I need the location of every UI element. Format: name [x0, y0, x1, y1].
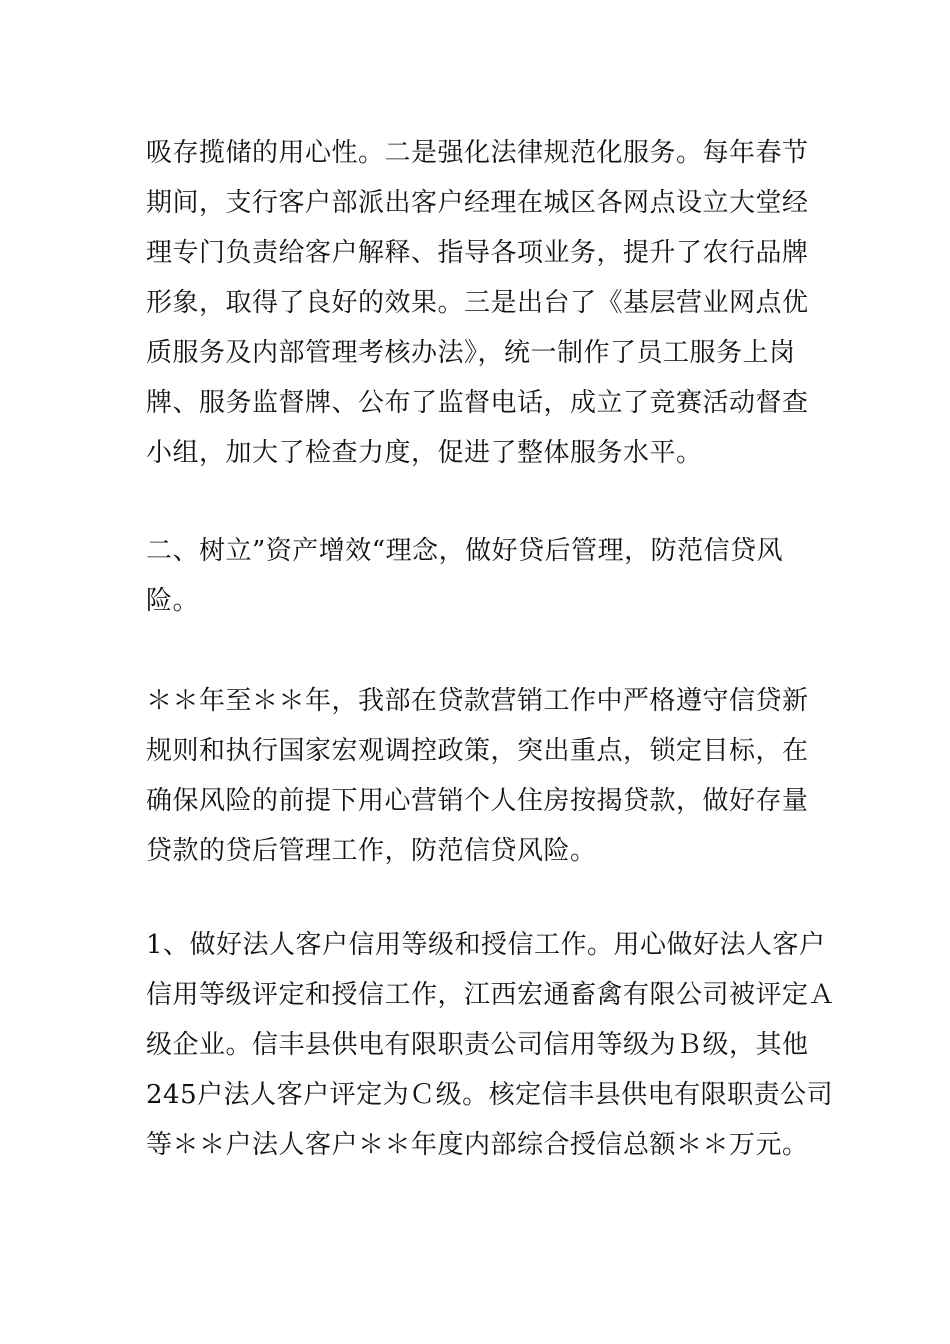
- text-line: 245户法人客户评定为Ｃ级。核定信丰县供电有限职责公司: [146, 1080, 834, 1110]
- text-line: 等＊＊户法人客户＊＊年度内部综合授信总额＊＊万元。: [146, 1130, 809, 1160]
- text-line: 期间，支行客户部派出客户经理在城区各网点设立大堂经: [146, 188, 809, 218]
- heading-line: 险。: [146, 586, 200, 616]
- heading-line: 二、树立”资产增效“理念，做好贷后管理，防范信贷风: [146, 536, 784, 566]
- paragraph-credit-rating: [146, 920, 836, 1170]
- paragraph-loan-marketing: [146, 676, 809, 876]
- text-line: 质服务及内部管理考核办法》，统一制作了员工服务上岗: [146, 338, 796, 368]
- text-line: ＊＊年至＊＊年，我部在贷款营销工作中严格遵守信贷新: [146, 686, 809, 716]
- text-line: 理专门负责给客户解释、指导各项业务，提升了农行品牌: [146, 238, 809, 268]
- text-line: 牌、服务监督牌、公布了监督电话，成立了竞赛活动督查: [146, 388, 809, 418]
- text-line: 形象，取得了良好的效果。三是出台了《基层营业网点优: [146, 288, 809, 318]
- paragraph-service-quality: [146, 128, 809, 478]
- text-line: 级企业。信丰县供电有限职责公司信用等级为Ｂ级，其他: [146, 1030, 809, 1060]
- section-heading: [146, 526, 806, 626]
- text-line: 1、做好法人客户信用等级和授信工作。用心做好法人客户: [146, 930, 826, 960]
- text-line: 信用等级评定和授信工作，江西宏通畜禽有限公司被评定Ａ: [146, 980, 836, 1010]
- text-line: 规则和执行国家宏观调控政策，突出重点，锁定目标，在: [146, 736, 809, 766]
- text-line: 贷款的贷后管理工作，防范信贷风险。: [146, 836, 597, 866]
- text-line: 确保风险的前提下用心营销个人住房按揭贷款，做好存量: [146, 786, 809, 816]
- text-line: 小组，加大了检查力度，促进了整体服务水平。: [146, 438, 703, 468]
- text-line: 吸存揽储的用心性。二是强化法律规范化服务。每年春节: [146, 138, 809, 168]
